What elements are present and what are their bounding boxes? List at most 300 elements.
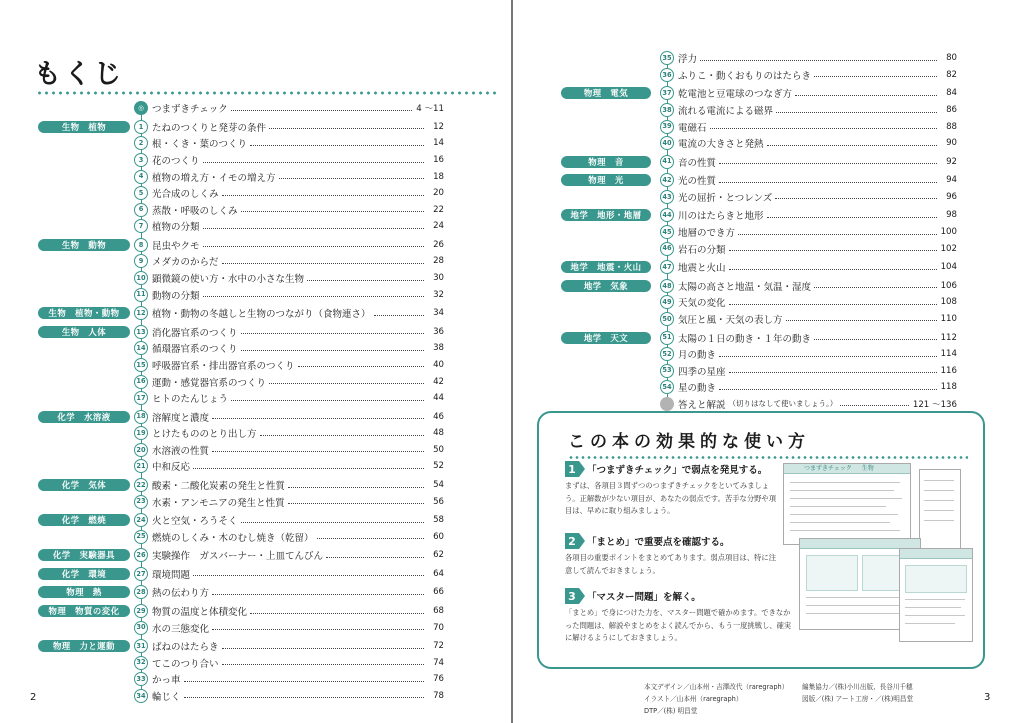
toc-entry — [38, 566, 444, 583]
subject-label: 化学 環境 — [38, 568, 130, 580]
dot-leader — [241, 350, 424, 351]
entry-number-badge: 5 — [134, 186, 148, 200]
entry-number-badge: 15 — [134, 358, 148, 372]
toc-entry — [38, 458, 444, 475]
entry-title: つまずきチェック — [152, 104, 228, 116]
dot-leader — [241, 522, 424, 523]
left-page — [0, 0, 511, 723]
entry-title: 川のはたらきと地形 — [678, 211, 764, 223]
toc-entry — [559, 329, 957, 346]
entry-number-badge: 54 — [660, 380, 674, 394]
entry-title: 植物の分類 — [152, 222, 200, 234]
entry-page-number: 82 — [946, 69, 957, 80]
entry-number-badge: 28 — [134, 585, 148, 599]
entry-number-badge: 42 — [660, 173, 674, 187]
subject-label: 化学 水溶液 — [38, 411, 130, 423]
credit-line: 図版／(株) アート工房・／(株)明昌堂 — [802, 695, 914, 703]
entry-number-badge: 38 — [660, 103, 674, 117]
entry-title: 星の動き — [678, 383, 717, 395]
entry-page-number: 18 — [433, 171, 444, 182]
entry-title: 呼吸器官系・排出器官系のつくり — [152, 360, 295, 372]
entry-title: 光合成のしくみ — [152, 189, 219, 201]
credit-line — [802, 705, 974, 715]
toc-entry — [38, 603, 444, 620]
entry-page-number: 80 — [946, 53, 957, 64]
toc-entry — [38, 477, 444, 494]
entry-title: メダカのからだ — [152, 257, 219, 269]
toc-entry — [38, 237, 444, 254]
toc-entry — [559, 224, 957, 241]
entry-number-badge: ◎ — [134, 101, 148, 115]
entry-title: 火と空気・ろうそく — [152, 516, 238, 528]
dot-leader — [719, 182, 937, 183]
entry-title: 流れる電流による磁界 — [678, 106, 774, 118]
entry-number-badge: 52 — [660, 347, 674, 361]
toc-entry — [38, 425, 444, 442]
entry-number-badge: 6 — [134, 203, 148, 217]
entry-title: 天気の変化 — [678, 298, 726, 310]
toc-entry — [38, 286, 444, 303]
entry-title: 水溶液の性質 — [152, 445, 210, 457]
toc-entry — [38, 442, 444, 459]
credit-line: イラスト／山本州（raregraph） — [644, 695, 743, 703]
subject-label: 物理 光 — [561, 174, 651, 186]
entry-page-number: 88 — [946, 121, 957, 132]
subject-label: 地学 地形・地層 — [561, 209, 651, 221]
dot-leader — [250, 145, 424, 146]
toc-entry — [559, 85, 957, 102]
dot-leader — [307, 280, 424, 281]
dot-leader — [269, 128, 424, 129]
thumbnail-check-page — [783, 463, 911, 545]
dot-leader — [212, 418, 424, 419]
entry-page-number: 94 — [946, 175, 957, 186]
toc-entry — [38, 638, 444, 655]
entry-title: 物質の温度と体積変化 — [152, 607, 248, 619]
toc-entry — [38, 528, 444, 545]
dot-leader — [776, 112, 937, 113]
dot-leader — [279, 178, 424, 179]
dot-leader — [795, 95, 937, 96]
entry-number-badge: 16 — [134, 375, 148, 389]
dot-leader — [729, 304, 937, 305]
entry-title: とけたもののとり出し方 — [152, 429, 257, 441]
entry-page-number: 54 — [433, 480, 444, 490]
dot-leader — [767, 217, 937, 218]
entry-page-number: 116 — [940, 365, 957, 376]
page-number-left: 2 — [30, 692, 37, 703]
toc-entry — [559, 294, 957, 311]
dot-leader — [231, 110, 413, 111]
entry-page-number: 24 — [433, 221, 444, 232]
toc-entry — [38, 547, 444, 564]
entry-page-number: 72 — [433, 641, 444, 652]
entry-page-number: 28 — [433, 256, 444, 267]
entry-page-number: 64 — [433, 568, 444, 579]
entry-page-number: 68 — [433, 606, 444, 617]
entry-number-badge: 40 — [660, 136, 674, 150]
page-number-right: 3 — [984, 692, 991, 703]
entry-number-badge: 1 — [134, 120, 148, 134]
credit-line: 本文デザイン／山本州・吉澤改代（raregraph） — [644, 683, 789, 691]
entry-number-badge: 21 — [134, 459, 148, 473]
entry-title: 酸素・二酸化炭素の発生と性質 — [152, 481, 286, 492]
dot-leader — [719, 356, 937, 357]
entry-number-badge: 35 — [660, 51, 674, 65]
entry-number-badge: 23 — [134, 495, 148, 509]
entry-number-badge: 12 — [134, 306, 148, 320]
dot-leader — [738, 234, 937, 235]
dot-leader — [203, 162, 424, 163]
entry-number-badge: 51 — [660, 331, 674, 345]
entry-page-number: 96 — [946, 191, 957, 202]
entry-page-number: 30 — [433, 273, 444, 284]
entry-number-badge: 10 — [134, 271, 148, 285]
dot-leader — [710, 128, 937, 129]
entry-title: 循環器官系のつくり — [152, 344, 238, 356]
dot-leader — [184, 681, 424, 682]
entry-page-number: 100 — [940, 227, 957, 238]
entry-page-number: 112 — [940, 332, 957, 343]
entry-title: 水素・アンモニアの発生と性質 — [152, 497, 285, 509]
entry-number-badge: 25 — [134, 530, 148, 544]
toc-list-right — [559, 50, 957, 412]
subject-label: 物理 力と運動 — [38, 640, 130, 652]
entry-page-number: 26 — [433, 239, 444, 250]
subject-label: 生物 人体 — [38, 326, 130, 338]
thumbnail-check-side — [919, 469, 961, 549]
entry-number-badge: 27 — [134, 567, 148, 581]
dot-leader — [241, 211, 424, 212]
toc-entry — [559, 278, 957, 295]
toc-entry — [559, 50, 957, 67]
toc-entry — [559, 396, 957, 413]
entry-page-number: 121 ～136 — [912, 399, 957, 410]
dot-leader — [241, 333, 424, 334]
entry-page-number: 76 — [433, 674, 444, 685]
entry-page-number: 98 — [946, 210, 957, 221]
entry-page-number: 84 — [946, 88, 957, 99]
entry-title: 気圧と風・天気の表し方 — [678, 314, 783, 326]
dot-leader — [729, 372, 937, 373]
dot-leader — [203, 228, 424, 229]
subject-label: 地学 気象 — [561, 280, 651, 292]
entry-number-badge: 41 — [660, 155, 674, 169]
entry-page-number: 74 — [433, 657, 444, 668]
entry-page-number: 110 — [940, 313, 957, 324]
entry-page-number: 52 — [433, 461, 444, 472]
entry-title: 実験操作 ガスバーナー・上皿てんびん — [152, 551, 324, 563]
entry-page-number: 20 — [433, 188, 444, 199]
entry-title: 蒸散・呼吸のしくみ — [152, 205, 238, 217]
toc-entry — [38, 152, 444, 169]
thumbnail-label: 生物 — [861, 465, 874, 472]
toc-entry — [38, 218, 444, 235]
entry-number-badge: 18 — [134, 410, 148, 424]
subject-label: 地学 地震・火山 — [561, 261, 651, 273]
entry-title: てこのつり合い — [152, 658, 219, 670]
entry-page-number: 32 — [433, 289, 444, 300]
dot-leader — [840, 405, 909, 406]
entry-title: ばねのはたらき — [152, 642, 219, 654]
toc-entry — [559, 67, 957, 84]
entry-number-badge: 22 — [134, 478, 148, 492]
dot-leader — [374, 315, 424, 316]
toc-entry — [38, 253, 444, 270]
entry-number-badge: 36 — [660, 68, 674, 82]
entry-title: 消化器官系のつくり — [152, 327, 238, 339]
entry-number-badge: 3 — [134, 153, 148, 167]
toc-entry — [559, 153, 957, 170]
entry-number-badge: 29 — [134, 604, 148, 618]
entry-page-number: 106 — [940, 280, 957, 291]
toc-entry — [38, 688, 444, 705]
entry-number-badge: 45 — [660, 225, 674, 239]
entry-number-badge: 4 — [134, 170, 148, 184]
toc-entry — [559, 379, 957, 396]
entry-title: 太陽の高さと地温・気温・湿度 — [678, 281, 812, 293]
entry-page-number: 114 — [940, 349, 957, 360]
toc-entry — [38, 584, 444, 601]
entry-number-badge: 2 — [134, 136, 148, 150]
thumbnail-master-page — [899, 548, 973, 642]
entry-page-number: 108 — [940, 297, 957, 308]
entry-number-badge: 30 — [134, 621, 148, 635]
dot-leader — [298, 366, 424, 367]
dot-leader — [222, 263, 424, 264]
toc-entry — [38, 390, 444, 407]
entry-page-number: 22 — [433, 204, 444, 215]
entry-number-badge: 43 — [660, 190, 674, 204]
page-title: もくじ — [34, 59, 124, 90]
thumbnail-label: つまずきチェック — [804, 465, 852, 472]
toc-entry — [38, 270, 444, 287]
entry-page-number: 70 — [433, 622, 444, 633]
subject-label: 物理 電気 — [561, 87, 651, 99]
dot-leader — [719, 389, 937, 390]
entry-page-number: 46 — [433, 411, 444, 422]
step-body: 各項目の重要ポイントをまとめてあります。弱点項目は、特に注意して読んでおきましょう。 — [565, 553, 777, 575]
entry-title: 溶解度と濃度 — [152, 412, 210, 424]
subject-label: 地学 天文 — [561, 332, 651, 344]
toc-entry — [559, 102, 957, 119]
entry-page-number: 86 — [946, 105, 957, 116]
toc-entry — [559, 311, 957, 328]
dot-leader — [326, 557, 424, 558]
entry-page-number: 92 — [946, 156, 957, 167]
dot-leader — [250, 613, 424, 614]
entry-title: 動物の分類 — [152, 290, 200, 302]
dot-leader — [317, 538, 424, 539]
entry-number-badge: 33 — [134, 672, 148, 686]
entry-title: 熱の伝わり方 — [152, 588, 210, 600]
credit-line: DTP／(株) 明昌堂 — [644, 707, 698, 715]
subject-label: 化学 燃焼 — [38, 514, 130, 526]
entry-page-number: 90 — [946, 138, 957, 149]
entry-number-badge: 11 — [134, 288, 148, 302]
toc-entry — [38, 357, 444, 374]
subject-label: 生物 植物 — [38, 121, 130, 133]
dot-leader — [222, 664, 424, 665]
toc-entry — [38, 671, 444, 688]
step-heading: 「マスター問題」を解く。 — [587, 592, 701, 603]
toc-entry — [38, 119, 444, 136]
usage-guide-box — [537, 411, 985, 669]
toc-entry — [38, 512, 444, 529]
toc-entry — [38, 201, 444, 218]
toc-entry — [559, 240, 957, 257]
dot-leader — [814, 287, 937, 288]
entry-title: 根・くき・葉のつくり — [152, 139, 248, 151]
entry-title: 花のつくり — [152, 156, 200, 168]
entry-page-number: 34 — [433, 308, 444, 319]
entry-page-number: 48 — [433, 428, 444, 439]
step-body: まずは、各項目３問ずつのつまずきチェックをといてみましょう。正解数が少ない項目が、あなたの弱点です。苦手な分野や項目は、早めに取り組みましょう。 — [565, 481, 777, 515]
toc-entry — [38, 655, 444, 672]
entry-title: 岩石の分類 — [678, 244, 726, 256]
dot-leader — [700, 60, 937, 61]
entry-page-number: 56 — [433, 496, 444, 507]
entry-number-badge: 50 — [660, 312, 674, 326]
toc-entry — [559, 189, 957, 206]
entry-number-badge: 32 — [134, 656, 148, 670]
entry-number-badge: 37 — [660, 86, 674, 100]
toc-entry — [38, 324, 444, 341]
entry-page-number: 44 — [433, 393, 444, 404]
subject-label: 化学 気体 — [38, 479, 130, 491]
entry-title: かっ車 — [152, 675, 181, 687]
entry-number-badge: 31 — [134, 639, 148, 653]
entry-number-badge: 39 — [660, 120, 674, 134]
entry-number-badge: 20 — [134, 443, 148, 457]
entry-number-badge: 34 — [134, 689, 148, 703]
entry-title: 植物の増え方・イモの増え方 — [152, 172, 276, 184]
subject-label: 化学 実験器具 — [38, 549, 130, 561]
entry-number-badge: 44 — [660, 208, 674, 222]
entry-title: 電磁石 — [678, 122, 707, 134]
step-heading: 「まとめ」で重要点を確認する。 — [587, 537, 730, 548]
entry-page-number: 50 — [433, 444, 444, 455]
entry-title: 燃焼のしくみ・木のむし焼き（乾留） — [152, 532, 314, 544]
dot-leader — [212, 451, 424, 452]
dot-leader — [212, 629, 424, 630]
entry-number-badge: 47 — [660, 260, 674, 274]
dot-leader — [767, 145, 937, 146]
entry-number-badge: 9 — [134, 254, 148, 268]
dot-leader — [719, 163, 937, 164]
entry-title: 環境問題 — [152, 569, 191, 581]
entry-title: 顕微鏡の使い方・水中の小さな生物 — [152, 274, 305, 286]
credits — [644, 681, 974, 715]
dot-leader — [775, 198, 937, 199]
entry-page-number: 60 — [433, 531, 444, 542]
entry-title: 植物・動物の冬越しと生物のつながり（食物連さ） — [152, 309, 371, 321]
entry-number-badge: 26 — [134, 548, 148, 562]
entry-page-number: 42 — [433, 376, 444, 387]
entry-page-number: 118 — [940, 382, 957, 393]
entry-title: 中和反応 — [152, 462, 191, 474]
entry-title: たねのつくりと発芽の条件 — [152, 122, 267, 134]
toc-entry — [38, 100, 444, 117]
subject-label: 物理 熱 — [38, 586, 130, 598]
entry-page-number: 40 — [433, 359, 444, 370]
toc-entry — [38, 135, 444, 152]
toc-entry — [38, 168, 444, 185]
dot-leader — [212, 594, 424, 595]
entry-title: 答えと解説 — [678, 399, 726, 411]
entry-page-number: 66 — [433, 587, 444, 598]
entry-number-badge: 7 — [134, 219, 148, 233]
entry-page-number: 58 — [433, 515, 444, 526]
dot-leader — [222, 195, 424, 196]
entry-number-badge: 49 — [660, 295, 674, 309]
entry-page-number: 14 — [433, 138, 444, 149]
credit-line: 編集協力／(株)小川出版、長谷川千穂 — [802, 683, 913, 691]
dot-leader — [260, 435, 424, 436]
dot-leader — [814, 339, 937, 340]
entry-number-badge: 13 — [134, 325, 148, 339]
toc-entry — [38, 619, 444, 636]
toc-entry — [559, 135, 957, 152]
entry-title: 太陽の１日の動き・１年の動き — [678, 333, 812, 345]
toc-entry — [559, 118, 957, 135]
entry-number-badge: 14 — [134, 341, 148, 355]
dot-leader — [231, 400, 424, 401]
entry-title: 水の三態変化 — [152, 623, 210, 635]
dot-leader — [269, 383, 424, 384]
entry-title: 浮力 — [678, 54, 698, 66]
toc-entry — [38, 493, 444, 510]
dot-leader — [729, 250, 937, 251]
entry-page-number: 16 — [433, 155, 444, 166]
entry-page-number: 4 ～11 — [416, 104, 444, 115]
subject-label: 物理 物質の変化 — [38, 605, 130, 617]
dot-leader — [288, 503, 424, 504]
entry-page-number: 62 — [433, 550, 444, 561]
dot-leader — [786, 320, 937, 321]
entry-number-badge: 53 — [660, 364, 674, 378]
dot-leader — [729, 269, 937, 270]
entry-page-number: 36 — [433, 326, 444, 337]
toc-entry — [38, 185, 444, 202]
entry-number-badge: 19 — [134, 426, 148, 440]
entry-title: 光の性質 — [678, 176, 717, 188]
dot-leader — [222, 648, 424, 649]
entry-title: 月の動き — [678, 350, 717, 362]
entry-number-badge: 17 — [134, 391, 148, 405]
toc-entry — [38, 305, 444, 322]
usage-dotted-rule — [568, 456, 968, 459]
entry-title: 輪じく — [152, 691, 181, 703]
step-heading: 「つまずきチェック」で弱点を発見する。 — [587, 465, 768, 476]
toc-entry — [38, 373, 444, 390]
subject-label: 生物 植物・動物 — [38, 307, 130, 319]
entry-title: 光の屈折・とつレンズ — [678, 192, 773, 204]
subject-label: 生物 動物 — [38, 239, 130, 251]
toc-entry — [559, 259, 957, 276]
entry-title: 四季の星座 — [678, 366, 726, 378]
dot-leader — [203, 296, 424, 297]
entry-page-number: 78 — [433, 690, 444, 701]
step-body: 「まとめ」で身につけた力を、マスター問題で確かめます。できなかった問題は、解説やまとめをよく読んでから、もう一度挑戦し、確実に解けるようにしておきましょう。 — [565, 608, 792, 642]
usage-title: この本の効果的な使い方 — [568, 432, 810, 452]
entry-title: 電流の大きさと発熱 — [678, 139, 764, 151]
toc-entry — [559, 362, 957, 379]
entry-number-badge — [660, 397, 674, 411]
entry-page-number: 104 — [940, 262, 957, 273]
dot-leader — [814, 76, 937, 77]
entry-title: 音の性質 — [678, 157, 717, 169]
